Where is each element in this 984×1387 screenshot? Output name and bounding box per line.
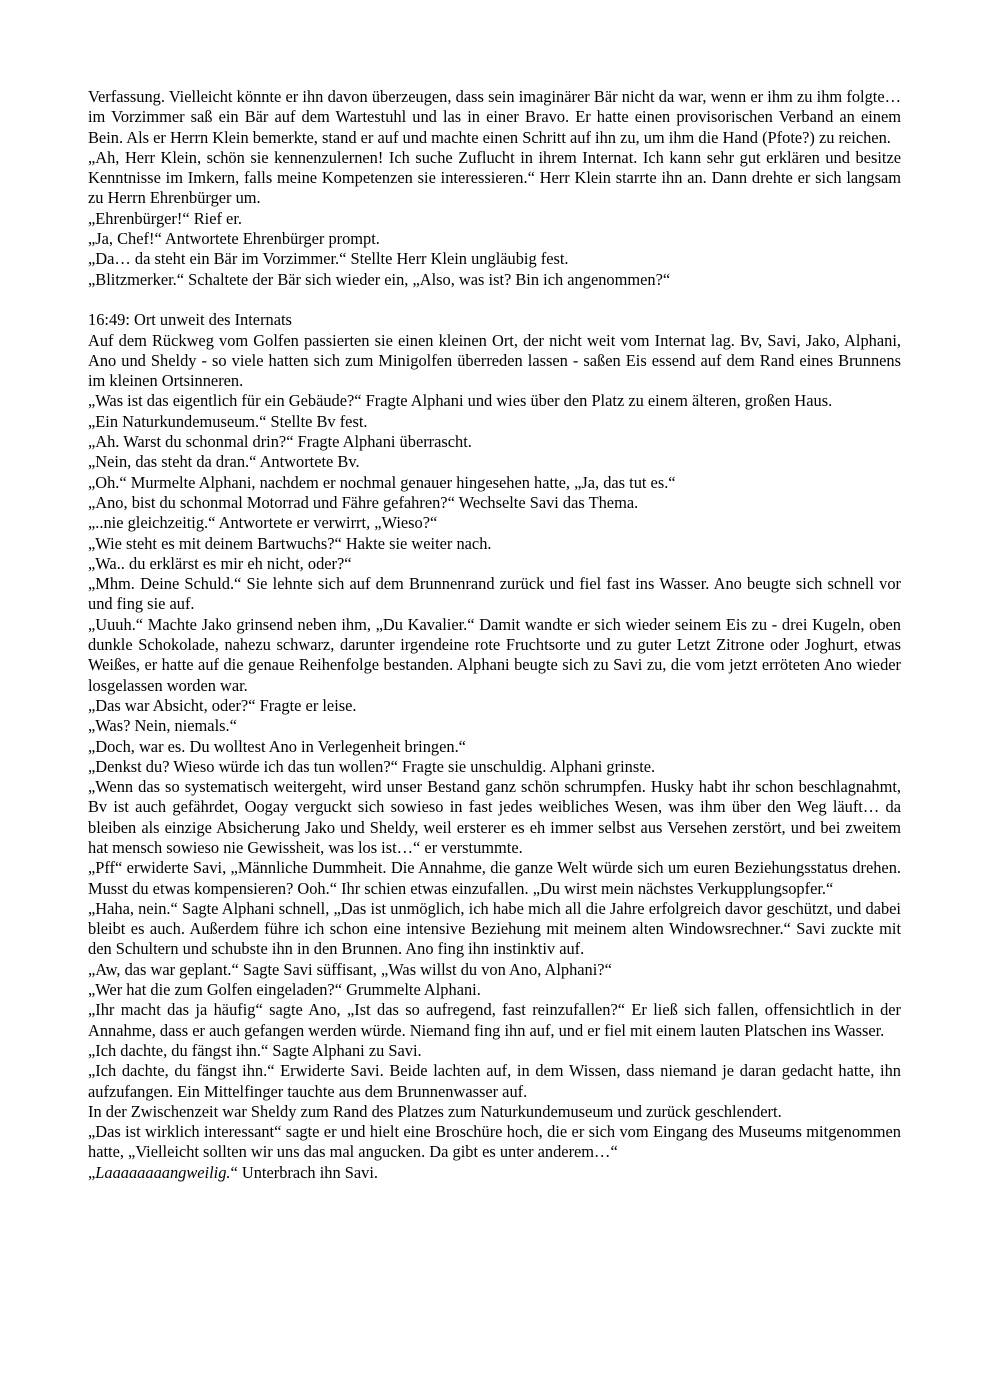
document-body bbox=[88, 87, 901, 1183]
blank-line bbox=[88, 290, 901, 310]
paragraph: „Ja, Chef!“ Antwortete Ehrenbürger prompt. bbox=[88, 229, 380, 249]
paragraph: „Haha, nein.“ Sagte Alphani schnell, „Das ist unmöglich, ich habe mich all die Jahre erfolgreich davor geschützt, und dabei bleibt es auch. Außerdem führe ich schon eine intensive Beziehung mit meinem alten Windowsrechner.“ Savi zuckte mit den Schultern und schubste ihn in den Brunnen. Ano fing ihn instinktiv auf. bbox=[88, 898, 901, 959]
paragraph: „Wer hat die zum Golfen eingeladen?“ Grummelte Alphani. bbox=[88, 980, 481, 1000]
paragraph: „Denkst du? Wieso würde ich das tun wollen?“ Fragte sie unschuldig. Alphani grinste. bbox=[88, 756, 656, 776]
paragraph: In der Zwischenzeit war Sheldy zum Rand des Platzes zum Naturkundemuseum und zurück geschlendert. bbox=[88, 1101, 782, 1121]
paragraph: „Das ist wirklich interessant“ sagte er und hielt eine Broschüre hoch, die er sich vom Eingang des Museums mitgenommen hatte, „Vielleicht sollten wir uns das mal angucken. Da gibt es unter anderem…“ bbox=[88, 1122, 901, 1162]
text-run: “ Unterbrach ihn Savi. bbox=[230, 1162, 378, 1182]
paragraph: „..nie gleichzeitig.“ Antwortete er verwirrt, „Wieso?“ bbox=[88, 513, 438, 533]
paragraph: „Da… da steht ein Bär im Vorzimmer.“ Stellte Herr Klein ungläubig fest. bbox=[88, 249, 569, 269]
paragraph: „Nein, das steht da dran.“ Antwortete Bv. bbox=[88, 452, 360, 472]
paragraph: „Ehrenbürger!“ Rief er. bbox=[88, 208, 242, 228]
paragraph: „Was? Nein, niemals.“ bbox=[88, 716, 237, 736]
paragraph: „Ich dachte, du fängst ihn.“ Sagte Alphani zu Savi. bbox=[88, 1040, 422, 1060]
scene-heading: 16:49: Ort unweit des Internats bbox=[88, 310, 292, 330]
paragraph: „Aw, das war geplant.“ Sagte Savi süffisant, „Was willst du von Ano, Alphani?“ bbox=[88, 959, 612, 979]
paragraph: „Ihr macht das ja häufig“ sagte Ano, „Ist das so aufregend, fast reinzufallen?“ Er ließ sich fallen, offensichtlich in der Annahme, dass er auch gefangen werden würde. Niemand fing ihn auf, und er fiel mit einem lauten Platschen ins Wasser. bbox=[88, 1000, 901, 1040]
paragraph bbox=[88, 1163, 901, 1183]
paragraph: „Wenn das so systematisch weitergeht, wird unser Bestand ganz schön schrumpfen. Husky habt ihr schon beschlagnahmt, Bv ist auch gefährdet, Oogay verguckt sich sowieso in fast jedes weibliches Wesen, was ihm über den Weg läuft… da bleiben als einzige Absicherung Jako und Sheldy, weil ersterer es eh immer selbst aus Versehen zerstört, und bei zweitem hat mensch sowieso nie Gewissheit, was los ist…“ er verstummte. bbox=[88, 777, 901, 857]
paragraph: „Wie steht es mit deinem Bartwuchs?“ Hakte sie weiter nach. bbox=[88, 533, 492, 553]
paragraph: Verfassung. Vielleicht könnte er ihn davon überzeugen, dass sein imaginärer Bär nicht da war, wenn er ihm zu ihm folgte… im Vorzimmer saß ein Bär auf dem Wartestuhl und las in einer Bravo. Er hatte einen provisorischen Verband an einem Bein. Als er Herrn Klein bemerkte, stand er auf und machte einen Schritt auf ihn zu, um ihm die Hand (Pfote?) zu reichen. bbox=[88, 87, 901, 147]
paragraph: „Doch, war es. Du wolltest Ano in Verlegenheit bringen.“ bbox=[88, 736, 466, 756]
paragraph: „Blitzmerker.“ Schaltete der Bär sich wieder ein, „Also, was ist? Bin ich angenommen?“ bbox=[88, 269, 671, 289]
paragraph: „Pff“ erwiderte Savi, „Männliche Dummheit. Die Annahme, die ganze Welt würde sich um euren Beziehungsstatus drehen. Musst du etwas kompensieren? Ooh.“ Ihr schien etwas einzufallen. „Du wirst mein nächstes Verkupplungsopfer.“ bbox=[88, 858, 901, 898]
paragraph: „Was ist das eigentlich für ein Gebäude?“ Fragte Alphani und wies über den Platz zu einem älteren, großen Haus. bbox=[88, 391, 833, 411]
paragraph: „Oh.“ Murmelte Alphani, nachdem er nochmal genauer hingesehen hatte, „Ja, das tut es.“ bbox=[88, 472, 676, 492]
paragraph: „Mhm. Deine Schuld.“ Sie lehnte sich auf dem Brunnenrand zurück und fiel fast ins Wasser. Ano beugte sich schnell vor und fing sie auf. bbox=[88, 574, 901, 614]
paragraph: „Ano, bist du schonmal Motorrad und Fähre gefahren?“ Wechselte Savi das Thema. bbox=[88, 492, 639, 512]
paragraph: „Uuuh.“ Machte Jako grinsend neben ihm, „Du Kavalier.“ Damit wandte er sich wieder seinem Eis zu - drei Kugeln, oben dunkle Schokolade, nahezu schwarz, darunter irgendeine rote Fruchtsorte und zu guter Letzt Zitrone oder Joghurt, etwas Weißes, er hatte auf die genaue Reihenfolge bestanden. Alphani beugte sich zu Savi zu, die vom jetzt erröteten Ano wieder losgelassen worden war. bbox=[88, 614, 901, 695]
paragraph: „Wa.. du erklärst es mir eh nicht, oder?“ bbox=[88, 553, 352, 573]
text-run: „ bbox=[88, 1162, 96, 1182]
paragraph: „Das war Absicht, oder?“ Fragte er leise. bbox=[88, 695, 357, 715]
italic-text-run: Laaaaaaaangweilig. bbox=[95, 1162, 231, 1182]
paragraph: Auf dem Rückweg vom Golfen passierten sie einen kleinen Ort, der nicht weit vom Internat lag. Bv, Savi, Jako, Alphani, Ano und Sheldy - so viele hatten sich zum Minigolfen überreden lassen - saßen Eis essend auf dem Rand eines Brunnens im kleinen Ortsinneren. bbox=[88, 330, 901, 391]
paragraph: „Ah. Warst du schonmal drin?“ Fragte Alphani überrascht. bbox=[88, 432, 472, 452]
paragraph: „Ah, Herr Klein, schön sie kennenzulernen! Ich suche Zuflucht in ihrem Internat. Ich kann sehr gut erklären und besitze Kenntnisse im Imkern, falls meine Kompetenzen sie interessieren.“ Herr Klein starrte ihn an. Dann drehte er sich langsam zu Herrn Ehrenbürger um. bbox=[88, 147, 901, 208]
paragraph: „Ich dachte, du fängst ihn.“ Erwiderte Savi. Beide lachten auf, in dem Wissen, dass niemand je daran gedacht hatte, ihn aufzufangen. Ein Mittelfinger tauchte aus dem Brunnenwasser auf. bbox=[88, 1061, 901, 1101]
paragraph: „Ein Naturkundemuseum.“ Stellte Bv fest. bbox=[88, 411, 368, 431]
